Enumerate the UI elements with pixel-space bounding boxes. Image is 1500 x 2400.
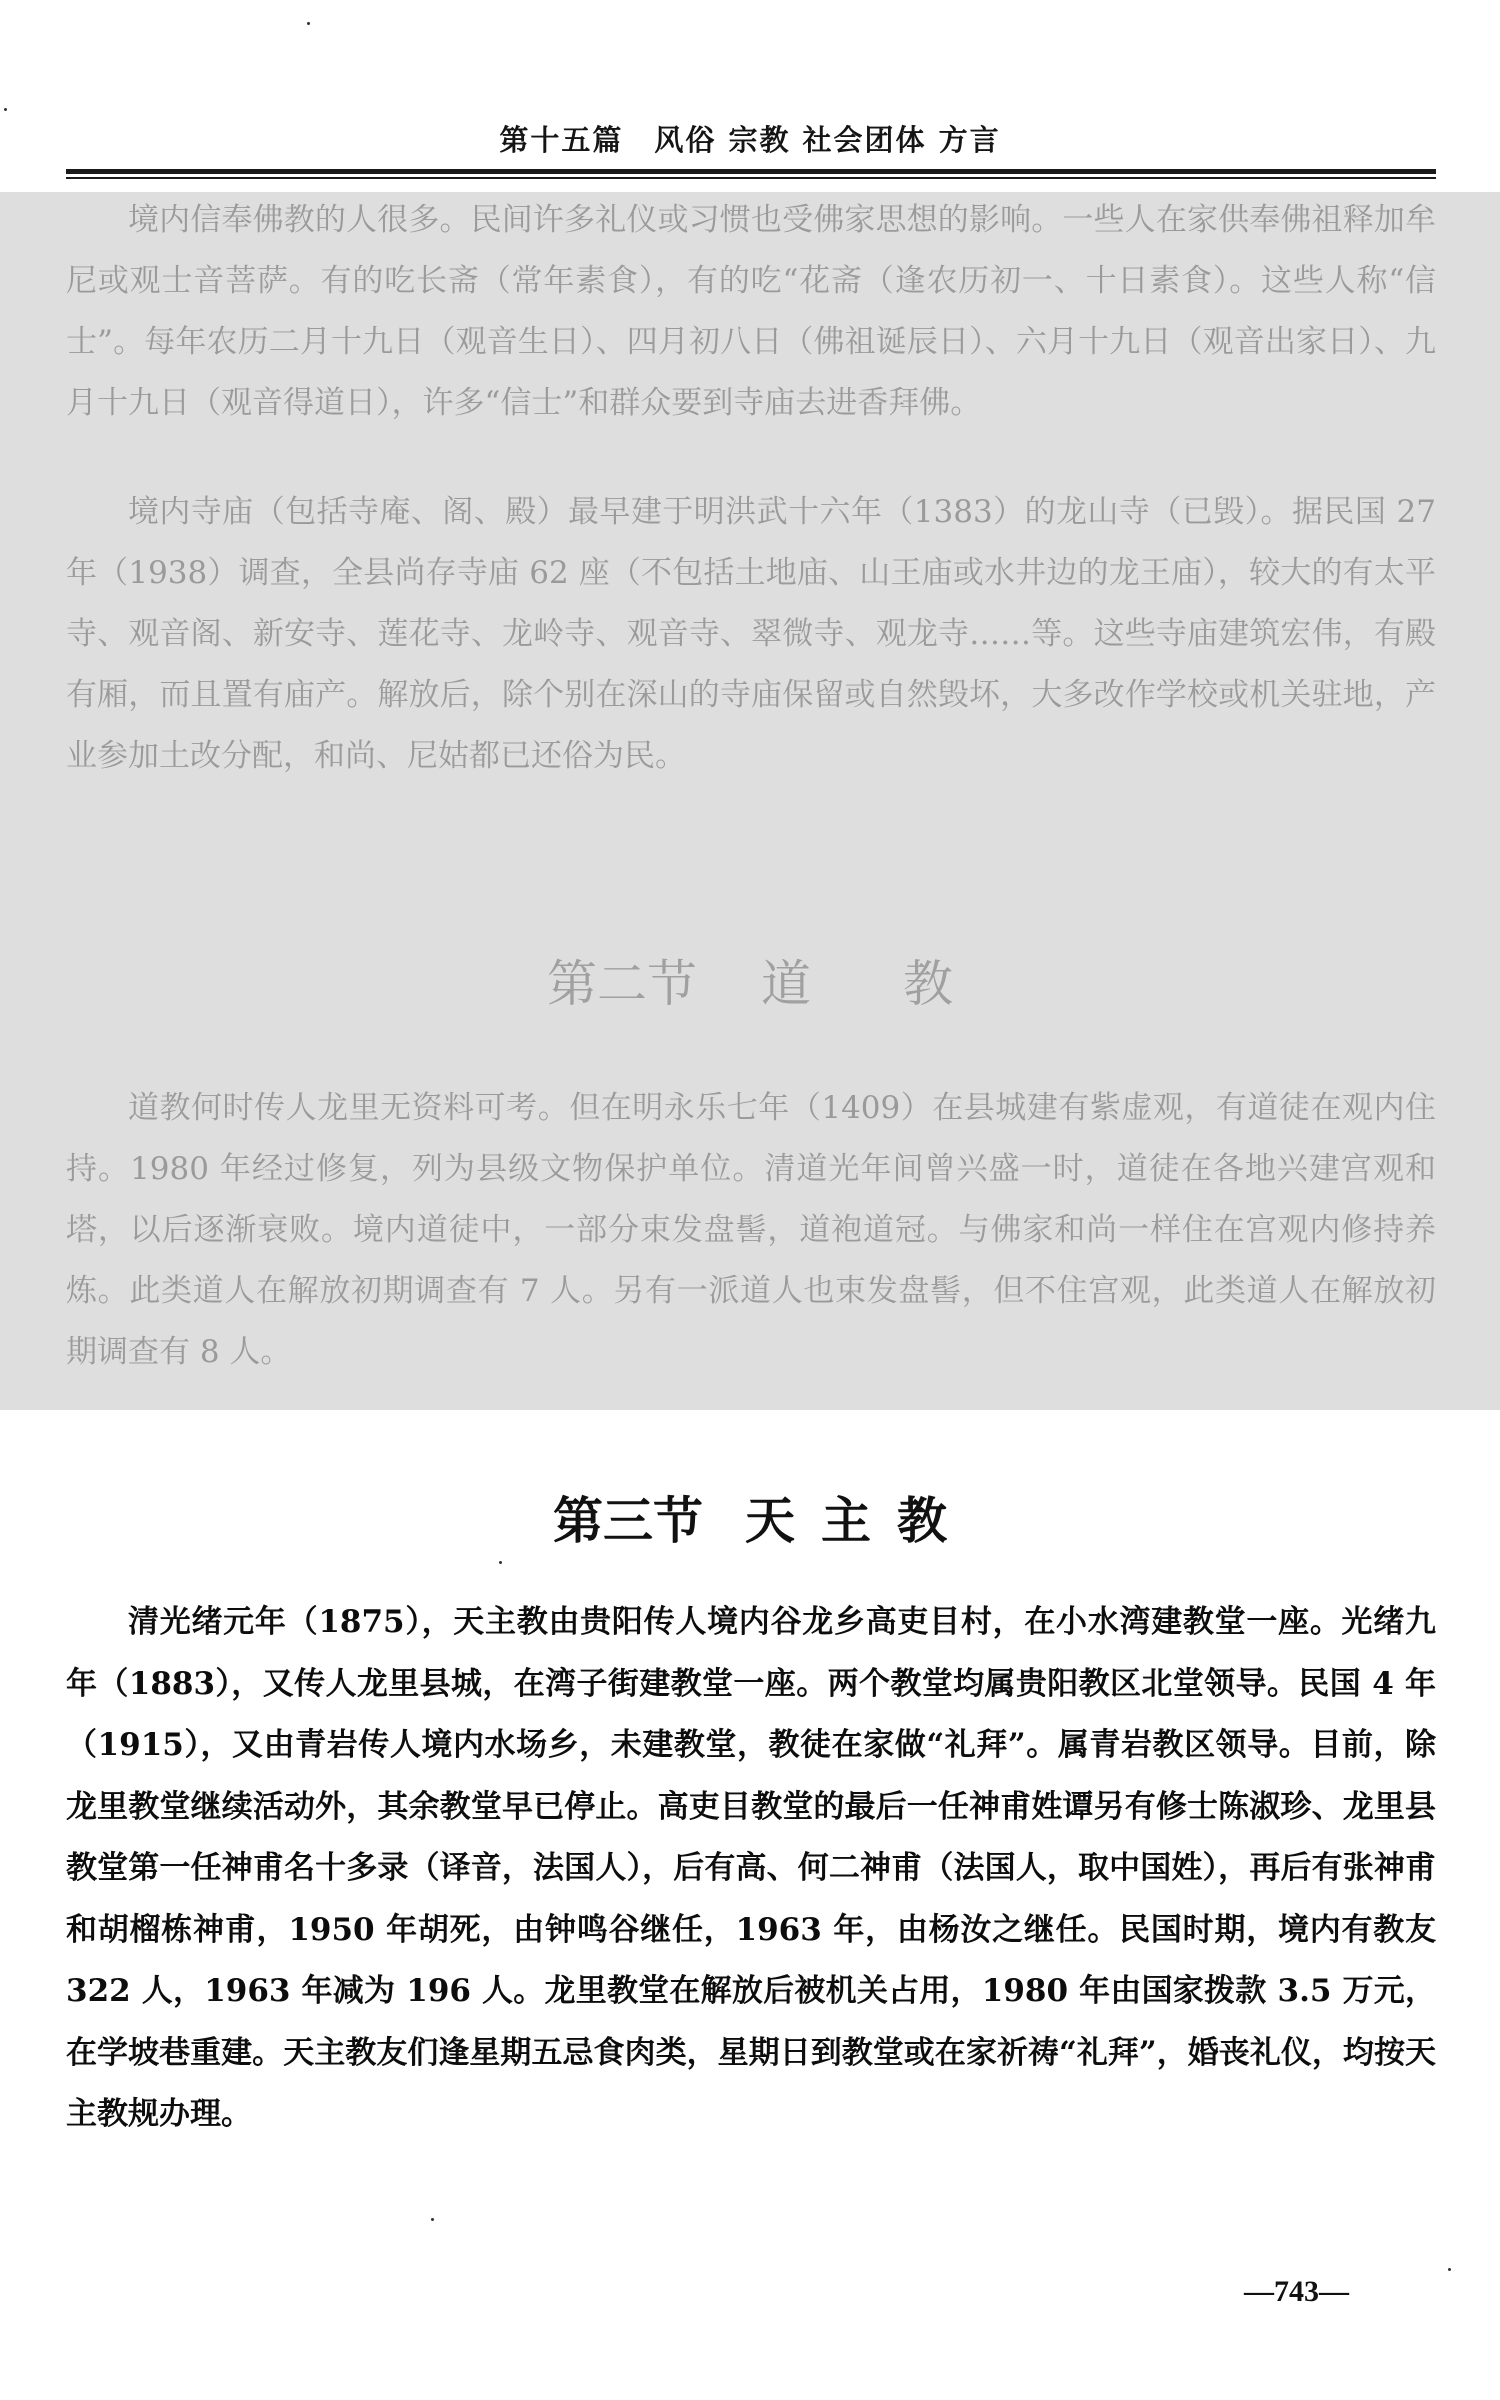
- taoism-heading-char-1: 道: [761, 955, 811, 1013]
- taoism-heading-section-number: 第二节: [547, 955, 697, 1013]
- scan-speck: [1448, 2268, 1451, 2271]
- taoism-paragraph: 道教何时传人龙里无资料可考。但在明永乐七年（1409）在县城建有紫虚观，有道徒在观内住持。1980 年经过修复，列为县级文物保护单位。清道光年间曾兴盛一时，道徒在各地兴建宫观和塔，以后逐渐衰败。境内道徒中，一部分束发盘髻，道袍道冠。与佛家和尚一样住在宫观内修持养炼。此类道人在解放初期调查有 7 人。另有一派道人也束发盘髻，但不住宫观，此类道人在解放初期调查有 8 人。: [66, 1090, 1436, 1370]
- catholicism-heading-char-2: 主: [821, 1491, 871, 1550]
- buddhism-paragraph-1: 境内信奉佛教的人很多。民间许多礼仪或习惯也受佛家思想的影响。一些人在家供奉佛祖释加牟尼或观士音菩萨。有的吃长斋（常年素食），有的吃“花斋（逢农历初一、十日素食）。这些人称“信士”。每年农历二月十九日（观音生日）、四月初八日（佛祖诞辰日）、六月十九日（观音出家日）、九月十九日（观音得道日），许多“信士”和群众要到寺庙去进香拜佛。: [66, 202, 1436, 421]
- header-rule-thin: [66, 177, 1436, 179]
- taoism-heading-char-2: 教: [903, 955, 953, 1013]
- section-heading-taoism: [0, 944, 1500, 1016]
- header-rule-thick: [66, 169, 1436, 174]
- catholicism-heading-char-3: 教: [897, 1491, 947, 1550]
- scan-speck: [431, 2218, 434, 2221]
- catholicism-heading-section-number: 第三节: [553, 1491, 703, 1550]
- scan-speck: [499, 1561, 502, 1564]
- catholicism-heading-char-1: 天: [745, 1491, 795, 1550]
- scan-speck: [307, 22, 310, 25]
- buddhism-paragraph-2: 境内寺庙（包括寺庵、阁、殿）最早建于明洪武十六年（1383）的龙山寺（已毁）。据民国 27 年（1938）调查，全县尚存寺庙 62 座（不包括土地庙、山王庙或水井边的龙王庙），较大的有太平寺、观音阁、新安寺、莲花寺、龙岭寺、观音寺、翠微寺、观龙寺……等。这些寺庙建筑宏伟，有殿有厢，而且置有庙产。解放后，除个别在深山的寺庙保留或自然毁坏，大多改作学校或机关驻地，产业参加土改分配，和尚、尼姑都已还俗为民。: [66, 494, 1436, 774]
- section-heading-catholicism: [0, 1481, 1500, 1553]
- catholicism-paragraph: 清光绪元年（1875），天主教由贵阳传人境内谷龙乡高吏目村，在小水湾建教堂一座。光绪九年（1883），又传人龙里县城，在湾子街建教堂一座。两个教堂均属贵阳教区北堂领导。民国 4 年（1915），又由青岩传人境内水场乡，未建教堂，教徒在家做“礼拜”。属青岩教区领导。目前，除龙里教堂继续活动外，其余教堂早已停止。高吏目教堂的最后一任神甫姓谭另有修士陈淑珍、龙里县教堂第一任神甫名十多录（译音，法国人），后有高、何二神甫（法国人，取中国姓），再后有张神甫和胡榴栋神甫，1950 年胡死，由钟鸣谷继任，1963 年，由杨汝之继任。民国时期，境内有教友 322 人，1963 年减为 196 人。龙里教堂在解放后被机关占用，1980 年由国家拨款 3.5 万元，在学坡巷重建。天主教友们逢星期五忌食肉类，星期日到教堂或在家祈祷“礼拜”，婚丧礼仪，均按天主教规办理。: [66, 1604, 1436, 2132]
- page-header-title: 第十五篇 风俗 宗教 社会团体 方言: [499, 123, 1001, 157]
- scan-speck: [4, 108, 7, 111]
- page-number: —743—: [1244, 2275, 1349, 2308]
